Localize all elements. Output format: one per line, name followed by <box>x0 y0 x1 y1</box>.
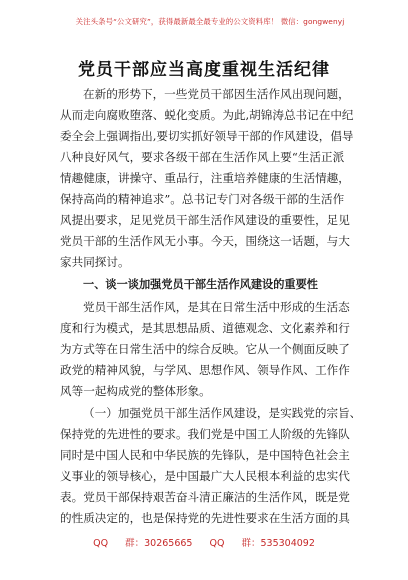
paragraph-line: 为方式等在日常生活中的综合反映。它从一个侧面反映了 <box>60 342 350 356</box>
paragraph-line: 风提出要求，足见党员干部生活作风建设的重要性，足见 <box>60 213 350 227</box>
paragraph-line: 情趣健康，讲操守、重品行，注重培养健康的生活情趣， <box>60 171 350 185</box>
paragraph-line: 政党的精神风貌，与学风、思想作风、领导作风、工作作 <box>60 363 350 377</box>
paragraph-line: 保持党的先进性的要求。我们党是中国工人阶级的先锋队 <box>60 427 350 441</box>
paragraph-line: 党员干部生活作风，是其在日常生活中形成的生活态 <box>83 300 350 314</box>
paragraph-line: 八种良好风气，要求各级干部在生活作风上要“生活正派 <box>60 150 345 164</box>
paragraph-line: 的性质决定的，也是保持党的先进性要求在生活方面的具 <box>60 511 350 525</box>
document-title: 党员干部应当高度重视生活纪律 <box>78 60 330 80</box>
header-note: 关注头条号“公文研究”，获得最新最全最专业的公文资料库！ 微信：gongwenyj <box>75 17 345 26</box>
paragraph-line: 风等一起构成党的整体形象。 <box>60 384 211 398</box>
paragraph-line: 委全会上强调指出,要切实抓好领导干部的作风建设，倡导 <box>60 129 354 143</box>
footer-contact <box>0 535 408 549</box>
footer-qq-group-2: QQ 群：535304092 <box>209 538 315 549</box>
paragraph-line: 家共同探讨。 <box>60 255 130 269</box>
paragraph-line: 同时是中国人民和中华民族的先锋队，是中国特色社会主 <box>60 448 350 462</box>
paragraph-line: 在新的形势下，一些党员干部因生活作风出现问题， <box>83 87 350 101</box>
paragraph-line: 从而走向腐败堕落、蜕化变质。为此,胡锦涛总书记在中纪 <box>60 108 354 122</box>
paragraph-line: （一）加强党员干部生活作风建设，是实践党的宗旨、 <box>83 406 362 420</box>
paragraph-line: 党员干部的生活作风无小事。今天，围绕这一话题，与大 <box>60 234 350 248</box>
footer-qq-group-1: QQ 群：30265665 <box>93 538 193 549</box>
section-heading: 一、谈一谈加强党员干部生活作风建设的重要性 <box>83 278 318 291</box>
paragraph-line: 保持高尚的精神追求”。总书记专门对各级干部的生活作 <box>60 192 345 206</box>
paragraph-line: 表。党员干部保持艰苦奋斗清正廉洁的生活作风，既是党 <box>60 490 350 504</box>
paragraph-line: 义事业的领导核心，是中国最广大人民根本利益的忠实代 <box>60 469 350 483</box>
paragraph-line: 度和行为模式，是其思想品质、道德观念、文化素养和行 <box>60 321 350 335</box>
